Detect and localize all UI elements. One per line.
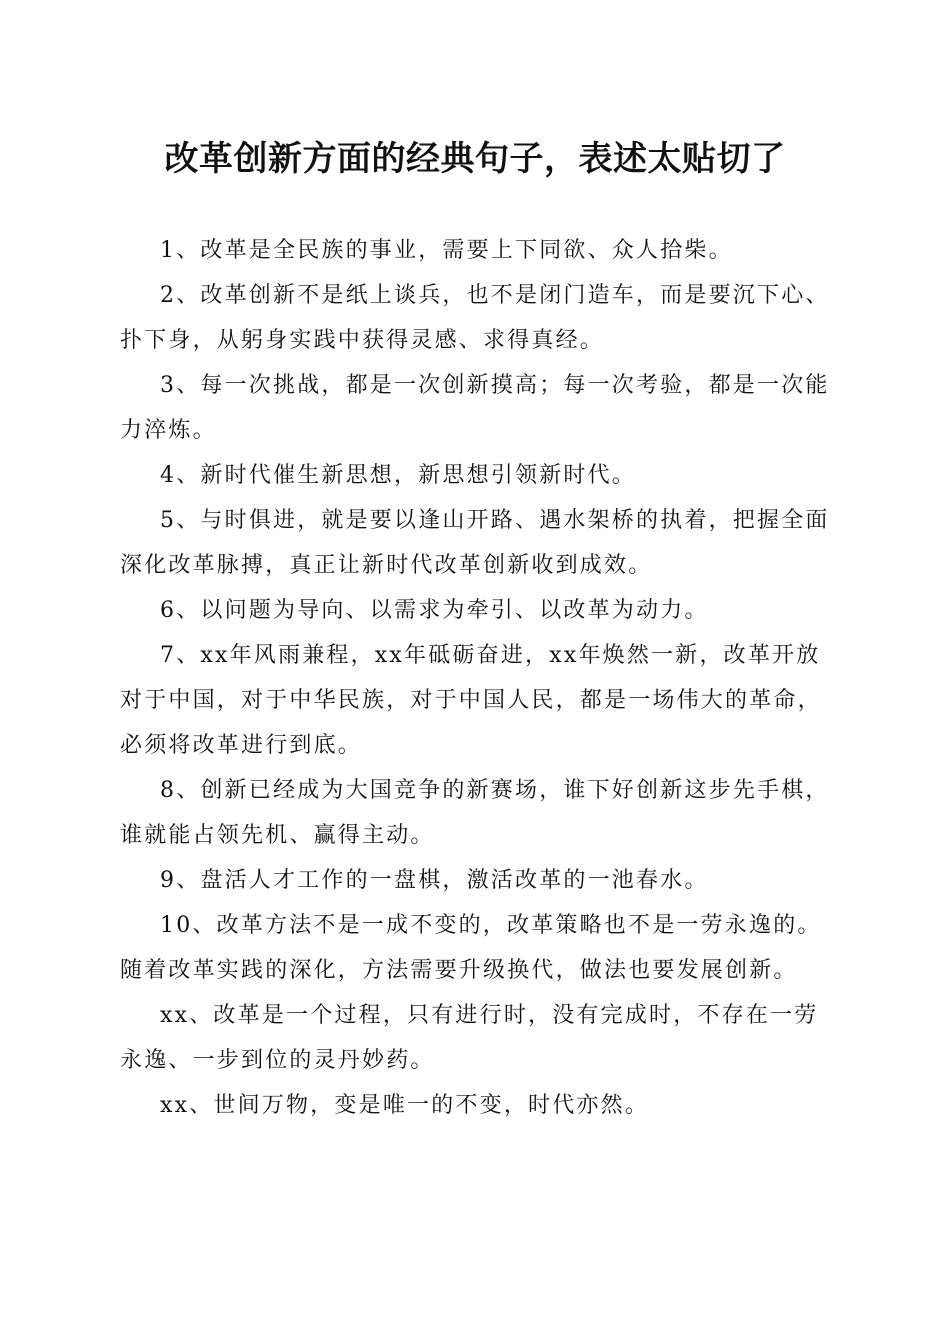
paragraph-1: 1、改革是全民族的事业，需要上下同欲、众人拾柴。	[160, 238, 733, 263]
paragraph-4: 4、新时代催生新思想，新思想引领新时代。	[160, 463, 636, 488]
document-title: 改革创新方面的经典句子，表述太贴切了	[164, 139, 786, 179]
paragraph-3: 3、每一次挑战，都是一次创新摸高；每一次考验，都是一次能力淬炼。	[120, 373, 830, 443]
document-body	[120, 228, 832, 1128]
paragraph-5: 5、与时俱进，就是要以逢山开路、遇水架桥的执着，把握全面深化改革脉搏，真正让新时代改革创新收到成效。	[120, 508, 830, 578]
paragraph-9: 9、盘活人才工作的一盘棋，激活改革的一池春水。	[160, 868, 709, 893]
paragraph-6: 6、以问题为导向、以需求为牵引、以改革为动力。	[160, 598, 709, 623]
paragraph-12: xx、世间万物，变是唯一的不变，时代亦然。	[160, 1093, 650, 1118]
paragraph-10: 10、改革方法不是一成不变的，改革策略也不是一劳永逸的。随着改革实践的深化，方法需要升级换代，做法也要发展创新。	[120, 913, 822, 983]
paragraph-2: 2、改革创新不是纸上谈兵，也不是闭门造车，而是要沉下心、扑下身，从躬身实践中获得灵感、求得真经。	[120, 283, 830, 353]
paragraph-11: xx、改革是一个过程，只有进行时，没有完成时，不存在一劳永逸、一步到位的灵丹妙药。	[120, 1003, 819, 1073]
paragraph-8: 8、创新已经成为大国竞争的新赛场，谁下好创新这步先手棋，谁就能占领先机、赢得主动。	[120, 778, 830, 848]
paragraph-7: 7、xx年风雨兼程，xx年砥砺奋进，xx年焕然一新，改革开放对于中国，对于中华民族，对于中国人民，都是一场伟大的革命，必须将改革进行到底。	[120, 643, 822, 758]
